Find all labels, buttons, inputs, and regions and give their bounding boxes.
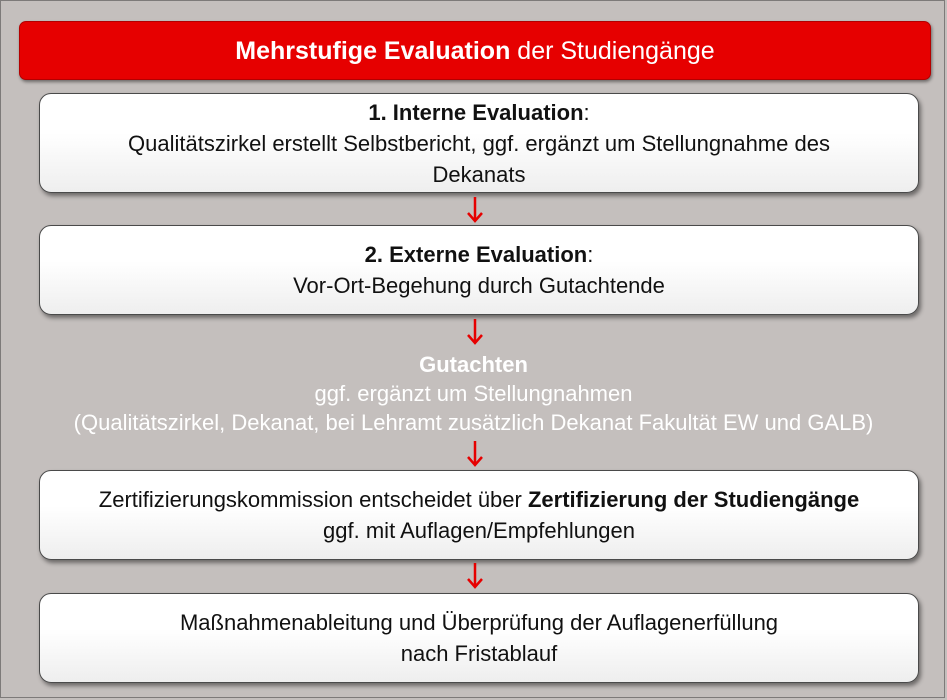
decision-prefix: Zertifizierungskommission entscheidet über [98, 487, 528, 512]
flow-arrow-down-icon [465, 318, 485, 346]
flow-arrow-down-icon [465, 562, 485, 590]
step-heading [40, 239, 918, 270]
step-text-line [40, 484, 918, 515]
flow-arrow-down-icon [465, 440, 485, 468]
outcome-gutachten [0, 350, 947, 437]
step-title: 1. Interne Evaluation [368, 99, 584, 125]
step-measures-follow-up [39, 593, 919, 683]
decision-bold: Zertifizierung der Studiengänge [527, 487, 860, 512]
step-internal-evaluation [39, 93, 919, 193]
diagram-title [19, 21, 931, 80]
outcome-title: Gutachten [419, 352, 528, 377]
step-text-line: Dekanats [432, 161, 526, 187]
outcome-line: ggf. ergänzt um Stellungnahmen [314, 381, 633, 406]
step-text-line: Vor-Ort-Begehung durch Gutachtende [293, 273, 665, 298]
step-title: 2. Externe Evaluation [364, 242, 588, 267]
title-rest: der Studiengänge [510, 37, 715, 65]
flow-arrow-down-icon [465, 196, 485, 224]
outcome-line: (Qualitätszirkel, Dekanat, bei Lehramt zusätzlich Dekanat Fakultät EW und GALB) [73, 410, 874, 435]
step-external-evaluation [39, 225, 919, 315]
step-title-suffix: : [583, 99, 590, 125]
step-text-line: nach Fristablauf [400, 641, 558, 666]
step-certification-decision [39, 470, 919, 560]
step-title-suffix: : [587, 242, 594, 267]
step-heading [40, 97, 918, 128]
title-bold: Mehrstufige Evaluation [235, 37, 511, 65]
step-text-line: Qualitätszirkel erstellt Selbstbericht, ggf. ergänzt um Stellungnahme des [128, 130, 830, 156]
step-text-line: Maßnahmenableitung und Überprüfung der Auflagenerfüllung [179, 610, 779, 635]
step-text-line: ggf. mit Auflagen/Empfehlungen [323, 518, 635, 543]
